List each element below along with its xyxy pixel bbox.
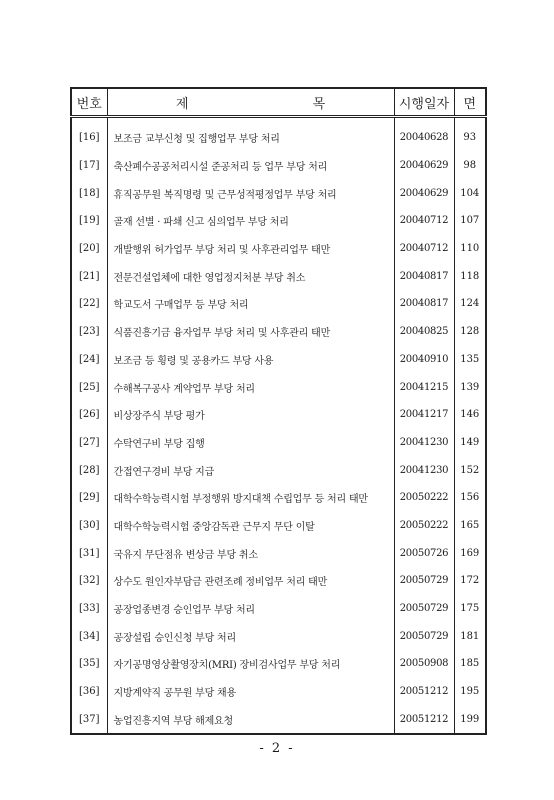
entry-page: 181 — [460, 630, 480, 642]
entry-page: 172 — [460, 575, 480, 587]
entry-title: 대학수학능력시험 부정행위 방지대책 수립업무 등 처리 태만 — [107, 484, 394, 512]
table-row — [71, 484, 486, 512]
entry-number: [19] — [71, 207, 107, 235]
entry-title: 대학수학능력시험 중앙감독관 근무지 무단 이탈 — [107, 512, 394, 540]
entry-number: [32] — [71, 567, 107, 595]
entry-title: 수해복구공사 계약업무 부당 처리 — [107, 373, 394, 401]
header-date: 시행일자 — [394, 88, 454, 117]
table-row — [71, 705, 486, 734]
entry-title: 개발행위 허가업무 부당 처리 및 사후관리업무 태만 — [107, 235, 394, 263]
entry-date: 20041230 — [394, 456, 454, 484]
entry-page: 124 — [460, 298, 480, 310]
entry-date: 20050222 — [394, 512, 454, 540]
table-row — [71, 179, 486, 207]
entry-number: [25] — [71, 373, 107, 401]
table-row — [71, 373, 486, 401]
entry-date: 20041230 — [394, 429, 454, 457]
entry-page: 175 — [460, 603, 480, 615]
entry-number: [22] — [71, 290, 107, 318]
table-row — [71, 346, 486, 374]
entry-number: [26] — [71, 401, 107, 429]
entry-date: 20050729 — [394, 567, 454, 595]
header-number: 번호 — [71, 88, 107, 117]
table-row — [71, 290, 486, 318]
header-page: 면 — [454, 88, 486, 117]
table-row — [71, 567, 486, 595]
entry-number: [36] — [71, 678, 107, 706]
spacer-row — [71, 117, 486, 125]
entry-number: [24] — [71, 346, 107, 374]
entry-number: [28] — [71, 456, 107, 484]
entry-title: 공장업종변경 승인업무 부당 처리 — [107, 595, 394, 623]
table-body — [71, 117, 486, 735]
entry-date: 20050729 — [394, 622, 454, 650]
entry-number: [27] — [71, 429, 107, 457]
entry-page: 156 — [460, 492, 480, 504]
entry-date: 20051212 — [394, 705, 454, 734]
header-title: 제 목 — [107, 88, 394, 117]
entry-page: 98 — [463, 160, 477, 172]
entry-number: [31] — [71, 539, 107, 567]
entry-date: 20050729 — [394, 595, 454, 623]
entry-page: 135 — [460, 353, 480, 365]
entry-date: 20040629 — [394, 179, 454, 207]
entry-date: 20040817 — [394, 262, 454, 290]
entry-title: 전문건설업체에 대한 영업정지처분 부당 취소 — [107, 262, 394, 290]
entry-title: 비상장주식 부당 평가 — [107, 401, 394, 429]
entry-page: 110 — [460, 243, 480, 255]
entry-title: 상수도 원인자부담금 관련조례 정비업무 처리 태만 — [107, 567, 394, 595]
entry-title: 농업진흥지역 부당 해제요청 — [107, 705, 394, 734]
entry-number: [20] — [71, 235, 107, 263]
table-row — [71, 512, 486, 540]
table-row — [71, 622, 486, 650]
entry-page: 149 — [460, 436, 480, 448]
entry-number: [35] — [71, 650, 107, 678]
entry-title: 골재 선별 · 파쇄 신고 심의업무 부당 처리 — [107, 207, 394, 235]
entry-page: 107 — [460, 215, 480, 227]
table-row — [71, 595, 486, 623]
entry-title: 자기공명영상촬영장치(MRI) 장비검사업무 부당 처리 — [107, 650, 394, 678]
entry-date: 20040629 — [394, 152, 454, 180]
entry-date: 20040825 — [394, 318, 454, 346]
table-row — [71, 539, 486, 567]
table-row — [71, 678, 486, 706]
entry-page: 93 — [463, 132, 477, 144]
entry-number: [30] — [71, 512, 107, 540]
entry-number: [34] — [71, 622, 107, 650]
entry-page: 165 — [460, 519, 480, 531]
table-row — [71, 124, 486, 152]
entry-title: 식품진흥기금 융자업무 부당 처리 및 사후관리 태만 — [107, 318, 394, 346]
entry-number: [23] — [71, 318, 107, 346]
table-header-row — [71, 88, 486, 117]
entry-title: 지방계약직 공무원 부당 채용 — [107, 678, 394, 706]
entry-page: 185 — [460, 658, 480, 670]
table-row — [71, 650, 486, 678]
entry-date: 20040712 — [394, 235, 454, 263]
entry-date: 20050222 — [394, 484, 454, 512]
table-row — [71, 262, 486, 290]
entry-title: 축산폐수공공처리시설 준공처리 등 업무 부당 처리 — [107, 152, 394, 180]
entry-title: 간접연구경비 부당 지급 — [107, 456, 394, 484]
table-row — [71, 401, 486, 429]
entry-title: 보조금 등 횡령 및 공용카드 부당 사용 — [107, 346, 394, 374]
entry-page: 199 — [460, 713, 480, 725]
entry-number: [37] — [71, 705, 107, 734]
entry-title: 수탁연구비 부당 집행 — [107, 429, 394, 457]
entry-page: 118 — [460, 270, 480, 282]
entry-page: 128 — [460, 326, 480, 338]
table-row — [71, 318, 486, 346]
entry-page: 139 — [460, 381, 480, 393]
entry-date: 20040910 — [394, 346, 454, 374]
table-of-contents — [70, 87, 487, 735]
entry-number: [29] — [71, 484, 107, 512]
entry-date: 20051212 — [394, 678, 454, 706]
entry-page: 104 — [460, 187, 480, 199]
entry-date: 20050726 — [394, 539, 454, 567]
entry-date: 20041217 — [394, 401, 454, 429]
table-row — [71, 429, 486, 457]
table-row — [71, 207, 486, 235]
table-row — [71, 235, 486, 263]
table-row — [71, 152, 486, 180]
entry-number: [21] — [71, 262, 107, 290]
entry-title: 학교도서 구매업무 등 부당 처리 — [107, 290, 394, 318]
entry-title: 국유지 무단점유 변상금 부당 취소 — [107, 539, 394, 567]
entry-number: [17] — [71, 152, 107, 180]
entry-number: [33] — [71, 595, 107, 623]
entry-title: 공장설립 승인신청 부당 처리 — [107, 622, 394, 650]
entry-page: 169 — [460, 547, 480, 559]
page-number: - 2 - — [259, 741, 295, 756]
entry-date: 20040628 — [394, 124, 454, 152]
entry-page: 152 — [460, 464, 480, 476]
entry-title: 보조금 교부신청 및 집행업무 부당 처리 — [107, 124, 394, 152]
entry-page: 195 — [460, 686, 480, 698]
table-row — [71, 456, 486, 484]
entry-number: [18] — [71, 179, 107, 207]
entry-date: 20050908 — [394, 650, 454, 678]
entry-date: 20040712 — [394, 207, 454, 235]
entry-date: 20041215 — [394, 373, 454, 401]
entry-page: 146 — [460, 409, 480, 421]
entry-number: [16] — [71, 124, 107, 152]
entry-title: 휴직공무원 복직명령 및 근무성적평정업무 부당 처리 — [107, 179, 394, 207]
entry-date: 20040817 — [394, 290, 454, 318]
